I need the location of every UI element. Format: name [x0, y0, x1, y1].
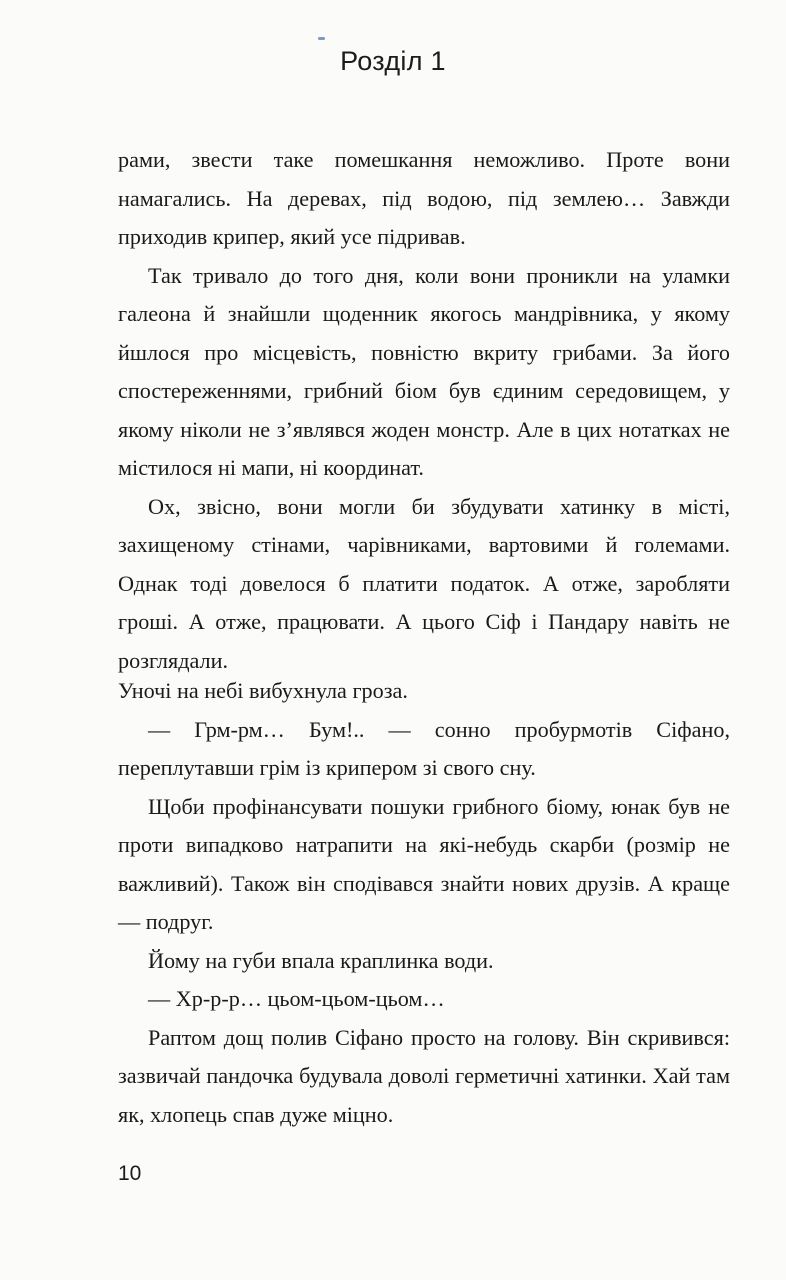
paragraph: Ох, звісно, вони могли би збудувати хатинку в місті, захищеному стінами, чарівниками, вартовими й големами. Однак тоді довелося б платити податок. А отже, заробляти гроші. А отже, працювати. А цього Сіф і Пандару навіть не розглядали.	[118, 493, 730, 673]
paragraph: Щоби профінансувати пошуки грибного біому, юнак був не проти випадково натрапити на які-небудь скарби (розмір не важливий). Також він сподівався знайти нових друзів. А краще — подруг.	[118, 793, 730, 934]
paragraph: рами, звести таке помешкання неможливо. Проте вони намагались. На деревах, під водою, під землею… Завжди приходив крипер, який усе підривав.	[118, 147, 730, 249]
paragraph: — Грм-рм… Бум!.. — сонно пробурмотів Сіфано, переплутавши грім із крипером зі свого сну.	[118, 716, 730, 780]
section-one	[118, 141, 730, 680]
paragraph: — Хр-р-р… цьом-цьом-цьом…	[148, 986, 445, 1011]
paragraph: Так тривало до того дня, коли вони проникли на уламки галеона й знайшли щоденник якогось мандрівника, у якому йшлося про місцевість, повністю вкриту грибами. За його спостереженнями, грибний біом був єдиним середовищем, у якому ніколи не з’являвся жоден монстр. Але в цих нотатках не містилося ні мапи, ні координат.	[118, 262, 730, 480]
paragraph: Раптом дощ полив Сіфано просто на голову. Він скривився: зазвичай пандочка будувала доволі герметичні хатинки. Хай там як, хлопець спав дуже міцно.	[118, 1024, 730, 1127]
section-two	[118, 672, 730, 1134]
paragraph: Уночі на небі вибухнула гроза.	[118, 678, 408, 703]
ink-speck	[318, 37, 325, 40]
chapter-title: Розділ 1	[340, 46, 446, 76]
page-number: 10	[118, 1162, 142, 1185]
paragraph: Йому на губи впала краплинка води.	[148, 947, 494, 973]
